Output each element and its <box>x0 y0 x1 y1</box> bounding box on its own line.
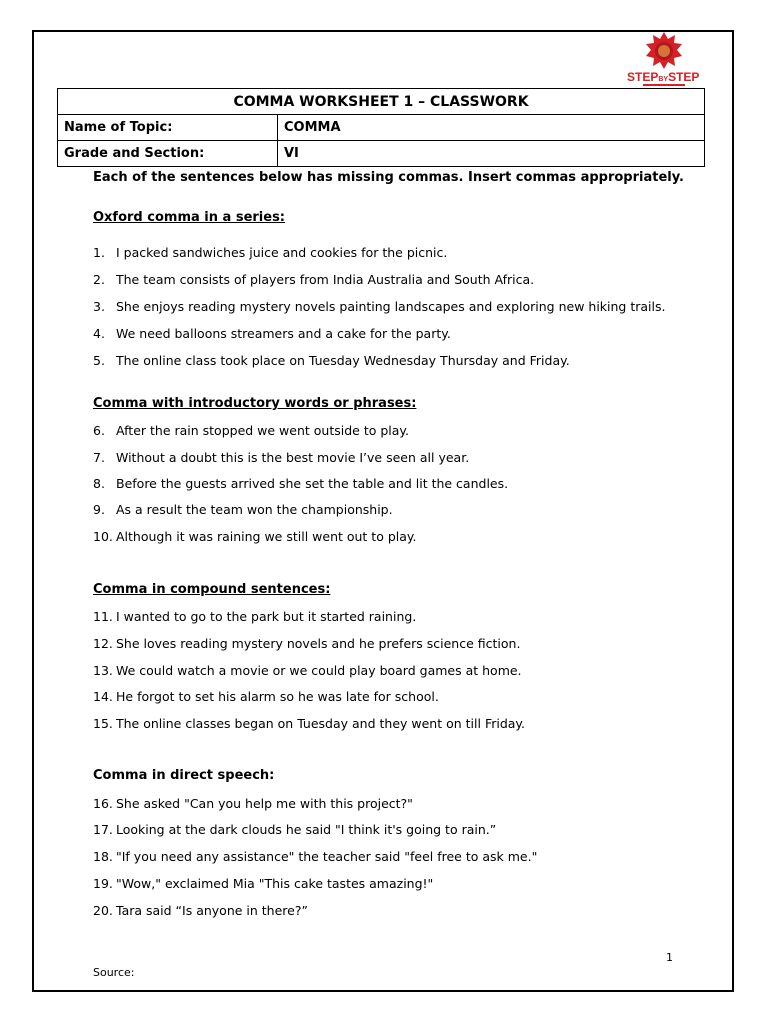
list-item <box>93 450 469 465</box>
logo-text-step-2: STEP <box>668 70 700 84</box>
section-heading-introductory: Comma with introductory words or phrases: <box>93 396 417 411</box>
list-item <box>93 876 433 891</box>
item-number: 16. <box>93 796 113 811</box>
list-item <box>93 636 520 651</box>
item-text: "Wow," exclaimed Mia "This cake tastes amazing!" <box>116 876 434 891</box>
list-item <box>93 326 451 341</box>
list-item <box>93 822 496 837</box>
section-heading-direct-speech: Comma in direct speech: <box>93 768 275 783</box>
list-item <box>93 502 393 517</box>
worksheet-title: COMMA WORKSHEET 1 – CLASSWORK <box>58 89 705 115</box>
item-text: Before the guests arrived she set the table and lit the candles. <box>116 476 509 491</box>
item-text: The online classes began on Tuesday and they went on till Friday. <box>116 716 526 731</box>
item-number: 3. <box>93 299 105 314</box>
instructions: Each of the sentences below has missing commas. Insert commas appropriately. <box>93 170 684 185</box>
item-number: 2. <box>93 272 105 287</box>
item-text: Tara said “Is anyone in there?” <box>116 903 308 918</box>
svg-text:STEPBYSTEP <box>627 70 699 84</box>
list-item <box>93 423 409 438</box>
item-number: 1. <box>93 245 105 260</box>
list-item <box>93 353 570 368</box>
item-text: She asked "Can you help me with this project?" <box>116 796 413 811</box>
source-label: Source: <box>93 966 135 979</box>
list-item <box>93 689 439 704</box>
item-number: 17. <box>93 822 113 837</box>
header-table <box>57 88 705 167</box>
item-number: 14. <box>93 689 113 704</box>
list-item <box>93 272 534 287</box>
list-item <box>93 299 665 314</box>
item-number: 8. <box>93 476 105 491</box>
item-text: After the rain stopped we went outside to play. <box>116 423 410 438</box>
item-text: Without a doubt this is the best movie I’ve seen all year. <box>116 450 470 465</box>
item-number: 7. <box>93 450 105 465</box>
item-text: I packed sandwiches juice and cookies for the picnic. <box>116 245 448 260</box>
item-number: 4. <box>93 326 105 341</box>
section-heading-oxford-comma: Oxford comma in a series: <box>93 210 286 225</box>
item-text: "If you need any assistance" the teacher said "feel free to ask me." <box>116 849 538 864</box>
item-text: The online class took place on Tuesday Wednesday Thursday and Friday. <box>116 353 570 368</box>
item-text: As a result the team won the championship. <box>116 502 393 517</box>
list-item <box>93 476 508 491</box>
logo-text-step: STEP <box>627 70 659 84</box>
item-text: Looking at the dark clouds he said "I think it's going to rain.” <box>116 822 497 837</box>
item-text: We need balloons streamers and a cake for the party. <box>116 326 451 341</box>
item-text: She loves reading mystery novels and he prefers science fiction. <box>116 636 521 651</box>
page-number: 1 <box>666 951 673 964</box>
list-item <box>93 529 417 544</box>
item-number: 19. <box>93 876 113 891</box>
logo-graphic <box>627 31 701 89</box>
list-item <box>93 716 525 731</box>
item-text: She enjoys reading mystery novels painting landscapes and exploring new hiking trails. <box>116 299 666 314</box>
section-heading-compound: Comma in compound sentences: <box>93 582 331 597</box>
item-text: I wanted to go to the park but it started raining. <box>116 609 417 624</box>
item-number: 5. <box>93 353 105 368</box>
step-by-step-logo <box>627 31 701 89</box>
item-number: 6. <box>93 423 105 438</box>
topic-value: COMMA <box>278 115 705 141</box>
list-item <box>93 849 537 864</box>
list-item <box>93 663 522 678</box>
item-number: 12. <box>93 636 113 651</box>
item-text: We could watch a movie or we could play board games at home. <box>116 663 522 678</box>
list-item <box>93 796 413 811</box>
item-number: 13. <box>93 663 113 678</box>
item-number: 11. <box>93 609 113 624</box>
item-text: He forgot to set his alarm so he was late for school. <box>116 689 439 704</box>
grade-value: VI <box>278 141 705 167</box>
item-text: Although it was raining we still went out to play. <box>116 529 417 544</box>
item-number: 10. <box>93 529 113 544</box>
item-number: 18. <box>93 849 113 864</box>
item-number: 20. <box>93 903 113 918</box>
item-text: The team consists of players from India Australia and South Africa. <box>116 272 535 287</box>
grade-label: Grade and Section: <box>58 141 278 167</box>
list-item <box>93 245 447 260</box>
list-item <box>93 609 416 624</box>
item-number: 15. <box>93 716 113 731</box>
topic-label: Name of Topic: <box>58 115 278 141</box>
logo-text-by: BY <box>658 76 669 83</box>
list-item <box>93 903 308 918</box>
item-number: 9. <box>93 502 105 517</box>
